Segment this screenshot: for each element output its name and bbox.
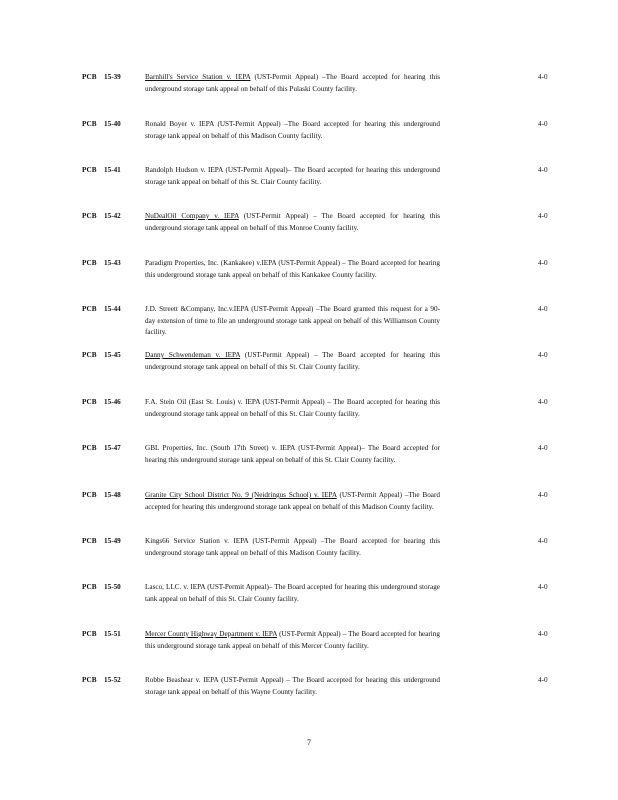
page-number: 7: [307, 738, 311, 747]
docket-label: PCB: [82, 259, 97, 267]
docket-number: 15-47: [104, 444, 121, 452]
case-text: J.D. Streett &Company, Inc.v.IEPA (UST-Permit Appeal) –The Board granted this request for a 90-day extension of time to file an underground storage tank appeal on behalf of this Williamson County facility.: [145, 305, 440, 336]
vote-count: 4-0: [538, 676, 548, 684]
vote-count: 4-0: [538, 537, 548, 545]
case-description: [145, 350, 440, 373]
docket-number: 15-43: [104, 259, 121, 267]
case-parties: NuDealOil Company v. IEPA: [145, 212, 239, 220]
case-text: (UST-Permit Appeal) – The Board accepted for hearing this underground storage tank appeal on behalf of this Mercer County facility.: [145, 630, 440, 650]
docket-number: 15-46: [104, 398, 121, 406]
case-text: F.A. Stein Oil (East St. Louis) v. IEPA (UST-Permit Appeal) – The Board accepted for hearing this underground storage tank appeal on behalf of this St. Clair County facility.: [145, 398, 440, 418]
case-text: (UST-Permit Appeal) – The Board accepted for hearing this underground storage tank appeal on behalf of this Monroe County facility.: [145, 212, 440, 232]
case-parties: Danny Schwendeman v. IEPA: [145, 351, 241, 359]
case-text: Ronald Boyer v. IEPA (UST-Permit Appeal) –The Board accepted for hearing this underground storage tank appeal on behalf of this Madison County facility.: [145, 120, 440, 140]
case-description: [145, 397, 440, 420]
docket-number: 15-42: [104, 212, 121, 220]
docket-label: PCB: [82, 676, 97, 684]
vote-count: 4-0: [538, 398, 548, 406]
vote-count: 4-0: [538, 259, 548, 267]
case-description: [145, 258, 440, 281]
case-text: Lasco, LLC. v. IEPA (UST-Permit Appeal)– The Board accepted for hearing this underground storage tank appeal on behalf of this St. Clair County facility.: [145, 583, 440, 603]
case-text: GBL Properties, Inc. (South 17th Street) v. IEPA (UST-Permit Appeal)– The Board accepted for hearing this underground storage tank appeal on behalf of this St. Clair County facility.: [145, 444, 440, 464]
docket-number: 15-49: [104, 537, 121, 545]
docket-number: 15-40: [104, 120, 121, 128]
vote-count: 4-0: [538, 212, 548, 220]
case-description: [145, 165, 440, 188]
case-description: [145, 211, 440, 234]
case-text: (UST-Permit Appeal) –The Board accepted for hearing this underground storage tank appeal on behalf of this Pulaski County facility.: [145, 73, 440, 93]
case-text: Paradigm Properties, Inc. (Kankakee) v.IEPA (UST-Permit Appeal) – The Board accepted for hearing this underground storage tank appeal on behalf of this Kankakee County facility.: [145, 259, 440, 279]
docket-label: PCB: [82, 120, 97, 128]
vote-count: 4-0: [538, 73, 548, 81]
docket-number: 15-51: [104, 630, 121, 638]
case-description: [145, 443, 440, 466]
docket-label: PCB: [82, 630, 97, 638]
docket-number: 15-50: [104, 583, 121, 591]
docket-label: PCB: [82, 351, 97, 359]
case-description: [145, 490, 440, 513]
case-description: [145, 675, 440, 698]
case-text: Randolph Hudson v. IEPA (UST-Permit Appeal)– The Board accepted for hearing this underground storage tank appeal on behalf of this St. Clair County facility.: [145, 166, 440, 186]
case-parties: Barnhill's Service Station v. IEPA: [145, 73, 251, 81]
docket-number: 15-45: [104, 351, 121, 359]
docket-label: PCB: [82, 305, 97, 313]
vote-count: 4-0: [538, 630, 548, 638]
case-description: [145, 304, 440, 339]
docket-number: 15-52: [104, 676, 121, 684]
vote-count: 4-0: [538, 166, 548, 174]
vote-count: 4-0: [538, 305, 548, 313]
vote-count: 4-0: [538, 351, 548, 359]
docket-label: PCB: [82, 491, 97, 499]
docket-number: 15-44: [104, 305, 121, 313]
docket-label: PCB: [82, 537, 97, 545]
case-parties: Mercer County Highway Department v. IEPA: [145, 630, 278, 638]
case-text: Robbe Beashear v. IEPA (UST-Permit Appeal) – The Board accepted for hearing this underground storage tank appeal on behalf of this Wayne County facility.: [145, 676, 440, 696]
docket-number: 15-48: [104, 491, 121, 499]
case-parties: Granite City School District No. 9 (Neidringus School) v. IEPA: [145, 491, 337, 499]
case-text: (UST-Permit Appeal) – The Board accepted for hearing this underground storage tank appeal on behalf of this St. Clair County facility.: [145, 351, 440, 371]
docket-number: 15-39: [104, 73, 121, 81]
vote-count: 4-0: [538, 491, 548, 499]
vote-count: 4-0: [538, 583, 548, 591]
case-text: (UST-Permit Appeal) –The Board accepted for hearing this underground storage tank appeal on behalf of this Madison County facility.: [145, 491, 440, 511]
vote-count: 4-0: [538, 120, 548, 128]
case-description: [145, 119, 440, 142]
docket-label: PCB: [82, 444, 97, 452]
docket-label: PCB: [82, 212, 97, 220]
case-text: Kings66 Service Station v. IEPA (UST-Permit Appeal) –The Board accepted for hearing this underground storage tank appeal on behalf of this Madison County facility.: [145, 537, 440, 557]
vote-count: 4-0: [538, 444, 548, 452]
docket-label: PCB: [82, 73, 97, 81]
docket-label: PCB: [82, 398, 97, 406]
docket-label: PCB: [82, 166, 97, 174]
case-description: [145, 72, 440, 95]
docket-number: 15-41: [104, 166, 121, 174]
case-description: [145, 629, 440, 652]
docket-label: PCB: [82, 583, 97, 591]
case-description: [145, 582, 440, 605]
case-description: [145, 536, 440, 559]
